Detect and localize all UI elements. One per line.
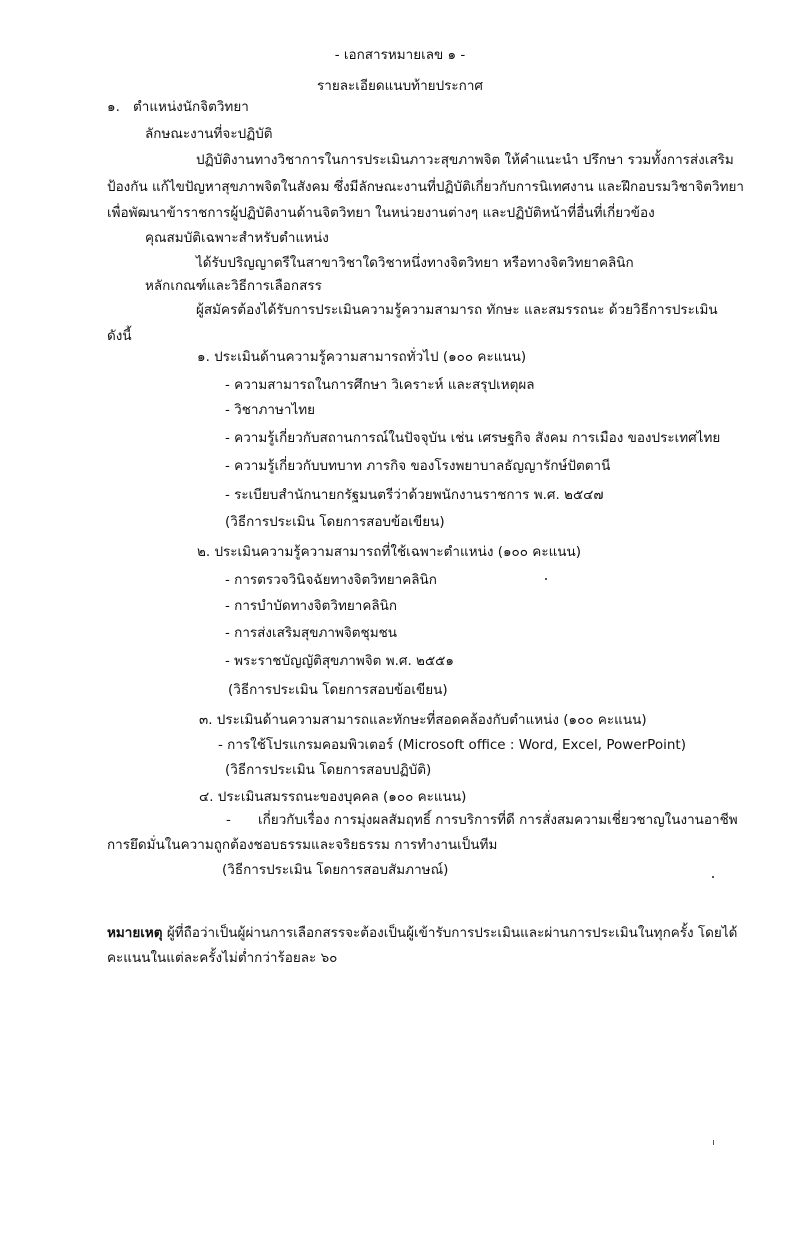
section-name: ตำแหน่งนักจิตวิทยา: [133, 99, 249, 115]
criteria-line: ผู้สมัครต้องได้รับการประเมินความรู้ความสามารถ ทักษะ และสมรรถนะ ด้วยวิธีการประเมิน: [196, 302, 718, 318]
item-bullet: เกี่ยวกับเรื่อง การมุ่งผลสัมฤทธิ์ การบริการที่ดี การสั่งสมความเชี่ยวชาญในงานอาชีพ: [258, 812, 738, 828]
duties-line: ปฏิบัติงานทางวิชาการในการประเมินภาวะสุขภาพจิต ให้คำแนะนำ ปรึกษา รวมทั้งการส่งเสริม: [196, 152, 734, 168]
note-label: หมายเหตุ: [107, 925, 163, 941]
scan-speck: [712, 876, 714, 878]
item-bullet: - การตรวจวินิจฉัยทางจิตวิทยาคลินิก: [225, 572, 437, 588]
item-bullet: - ระเบียบสำนักนายกรัฐมนตรีว่าด้วยพนักงานราชการ พ.ศ. ๒๕๔๗: [225, 487, 604, 503]
criteria-line: ดังนี้: [107, 328, 132, 344]
qualification-heading: คุณสมบัติเฉพาะสำหรับตำแหน่ง: [145, 230, 329, 246]
item-bullet-continued: การยึดมั่นในความถูกต้องชอบธรรมและจริยธรรม การทำงานเป็นทีม: [107, 837, 498, 853]
item-bullet: - การใช้โปรแกรมคอมพิวเตอร์ (Microsoft office : Word, Excel, PowerPoint): [218, 737, 686, 753]
duties-heading: ลักษณะงานที่จะปฏิบัติ: [145, 126, 273, 142]
note-line: [107, 924, 737, 942]
note-line: คะแนนในแต่ละครั้งไม่ต่ำกว่าร้อยละ ๖๐: [107, 950, 338, 966]
item-bullet: - การบำบัดทางจิตวิทยาคลินิก: [225, 598, 398, 614]
scan-speck: [545, 578, 547, 580]
item-bullet: - ความรู้เกี่ยวกับสถานการณ์ในปัจจุบัน เช่น เศรษฐกิจ สังคม การเมือง ของประเทศไทย: [225, 430, 721, 446]
item-title: ๑. ประเมินด้านความรู้ความสามารถทั่วไป (๑๐๐ คะแนน): [197, 349, 527, 365]
item-title: ๔. ประเมินสมรรถนะของบุคคล (๑๐๐ คะแนน): [199, 789, 467, 805]
item-bullet: - ความรู้เกี่ยวกับบทบาท ภารกิจ ของโรงพยาบาลธัญญารักษ์ปัตตานี: [225, 458, 611, 474]
qualification-text: ได้รับปริญญาตรีในสาขาวิชาใดวิชาหนึ่งทางจิตวิทยา หรือทางจิตวิทยาคลินิก: [196, 255, 634, 271]
item-method: (วิธีการประเมิน โดยการสอบข้อเขียน): [225, 514, 445, 530]
document-number: - เอกสารหมายเลข ๑ -: [334, 47, 466, 63]
item-title: ๓. ประเมินด้านความสามารถและทักษะที่สอดคล้องกับตำแหน่ง (๑๐๐ คะแนน): [199, 712, 647, 728]
scan-speck: [713, 1140, 714, 1145]
document-title: รายละเอียดแนบท้ายประกาศ: [317, 78, 483, 94]
duties-line: ป้องกัน แก้ไขปัญหาสุขภาพจิตในสังคม ซึ่งมีลักษณะงานที่ปฏิบัติเกี่ยวกับการนิเทศงาน และฝึกอบรมวิชาจิตวิทยา: [107, 179, 744, 195]
criteria-heading: หลักเกณฑ์และวิธีการเลือกสรร: [145, 278, 322, 294]
item-title: ๒. ประเมินความรู้ความสามารถที่ใช้เฉพาะตำแหน่ง (๑๐๐ คะแนน): [197, 544, 582, 560]
note-text: ผู้ที่ถือว่าเป็นผู้ผ่านการเลือกสรรจะต้องเป็นผู้เข้ารับการประเมินและผ่านการประเมินในทุกครั้ง โดยได้: [166, 925, 738, 941]
item-bullet: - ความสามารถในการศึกษา วิเคราะห์ และสรุปเหตุผล: [225, 377, 535, 393]
duties-line: เพื่อพัฒนาข้าราชการผู้ปฏิบัติงานด้านจิตวิทยา ในหน่วยงานต่างๆ และปฏิบัติหน้าที่อื่นที่เกี่ยวข้อง: [107, 205, 655, 221]
item-bullet: - พระราชบัญญัติสุขภาพจิต พ.ศ. ๒๕๕๑: [225, 653, 454, 669]
item-method: (วิธีการประเมิน โดยการสอบสัมภาษณ์): [222, 862, 449, 878]
item-bullet: - การส่งเสริมสุขภาพจิตชุมชน: [225, 625, 397, 641]
section-number: ๑.: [107, 99, 120, 115]
item-method: (วิธีการประเมิน โดยการสอบข้อเขียน): [228, 682, 448, 698]
item-bullet: - วิชาภาษาไทย: [225, 402, 316, 418]
item-method: (วิธีการประเมิน โดยการสอบปฏิบัติ): [225, 762, 432, 778]
item-bullet-dash: -: [226, 812, 231, 828]
